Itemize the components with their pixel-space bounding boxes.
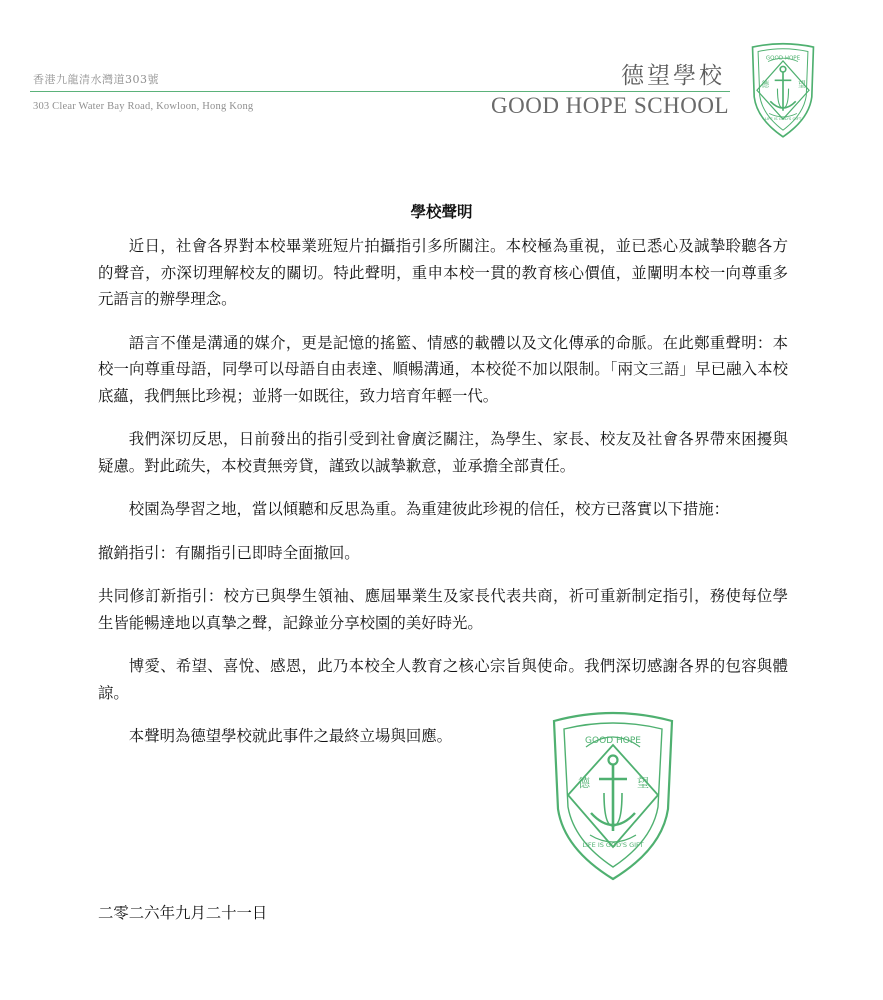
measure-item: 撤銷指引：有關指引已即時全面撤回。 [98,543,360,562]
seal-motto-top: GOOD HOPE [585,736,641,746]
header-divider [30,91,730,92]
school-name-english: GOOD HOPE SCHOOL [490,93,729,118]
crest-motto-bottom: LIFE IS GOD'S GIFT [764,116,802,122]
school-name-chinese: 德望學校 [621,63,725,89]
measure-item: 共同修訂新指引：校方已與學生領袖、應屆畢業生及家長代表共商，祈可重新制定指引，務使每位學生皆能暢達地以真摯之聲，記錄並分享校園的美好時光。 [98,587,788,632]
crest-char-right: 望 [797,79,806,89]
address-chinese: 香港九龍清水灣道303號 [33,73,159,86]
paragraph: 語言不僅是溝通的媒介，更是記憶的搖籃、情感的載體以及文化傳承的命脈。在此鄭重聲明：本校一向尊重母語，同學可以母語自由表達、順暢溝通，本校從不加以限制。「兩文三語」早已融入本校底蘊，我們無比珍視；並將一如既往，致力培育年輕一代。 [98,333,788,405]
school-seal-icon [548,707,678,882]
paragraph: 近日，社會各界對本校畢業班短片拍攝指引多所關注。本校極為重視，並已悉心及誠摯聆聽各方的聲音，亦深切理解校友的關切。特此聲明，重申本校一貫的教育核心價值，並闡明本校一向尊重多元語言的辦學理念。 [98,237,788,308]
statement-title: 學校聲明 [410,203,473,221]
crest-motto-top: GOOD HOPE [765,55,801,62]
paragraph: 我們深切反思，日前發出的指引受到社會廣泛關注，為學生、家長、校友及社會各界帶來困擾與疑慮。對此疏失，本校責無旁貸，謹致以誠摯歉意，並承擔全部責任。 [98,430,788,475]
seal-motto-bottom: LIFE IS GOD'S GIFT [582,841,644,849]
crest-char-left: 德 [761,79,770,89]
paragraph: 本聲明為德望學校就此事件之最終立場與回應。 [128,727,453,745]
seal-char-right: 望 [637,776,650,790]
paragraph: 校園為學習之地，當以傾聽和反思為重。為重建彼此珍視的信任，校方已落實以下措施： [128,500,730,518]
seal-char-left: 德 [578,776,591,790]
paragraph: 博愛、希望、喜悅、感恩，此乃本校全人教育之核心宗旨與使命。我們深切感謝各界的包容與體諒。 [98,657,788,702]
school-crest-icon [747,40,819,140]
address-english: 303 Clear Water Bay Road, Kowloon, Hong Kong [33,101,254,112]
statement-date: 二零二六年九月二十一日 [98,904,268,922]
statement-body [98,233,788,767]
